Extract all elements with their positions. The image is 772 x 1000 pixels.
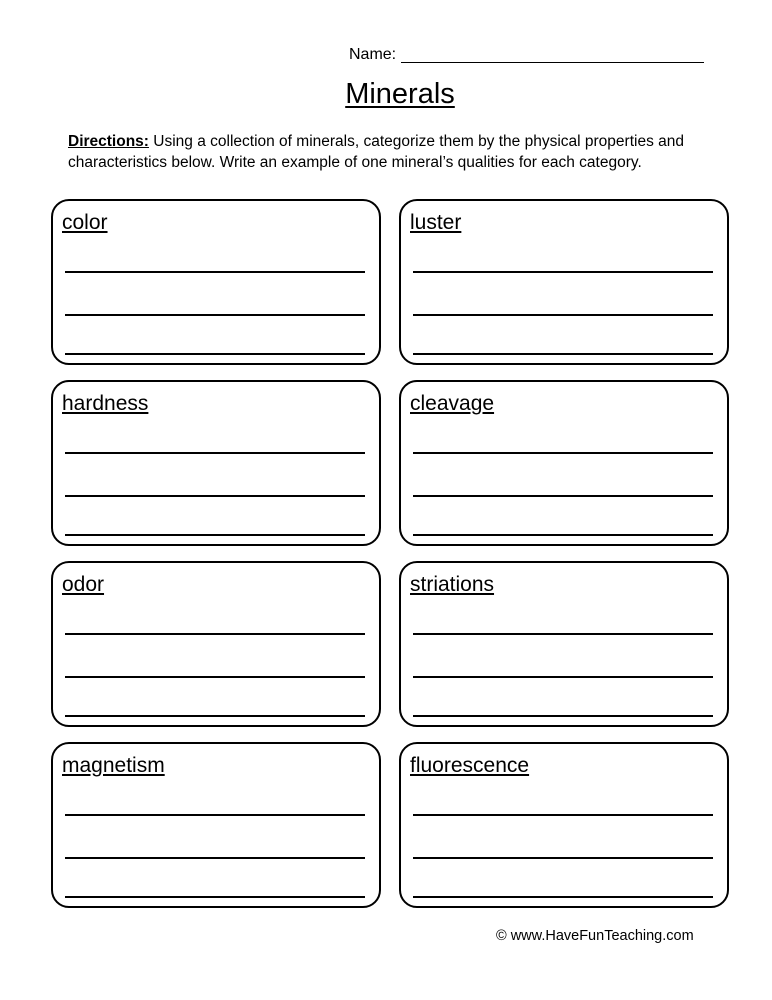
answer-line[interactable] [413, 314, 713, 316]
directions-text: Using a collection of minerals, categorize them by the physical properties and characteristics below. Write an example of one mineral’s qualities for each category. [68, 133, 684, 171]
category-card-magnetism [51, 742, 381, 908]
answer-line[interactable] [65, 633, 365, 635]
answer-line[interactable] [413, 271, 713, 273]
answer-line[interactable] [65, 896, 365, 898]
answer-line[interactable] [65, 814, 365, 816]
answer-line[interactable] [65, 452, 365, 454]
category-card-luster [399, 199, 729, 365]
category-card-cleavage [399, 380, 729, 546]
answer-line[interactable] [413, 353, 713, 355]
category-card-fluorescence [399, 742, 729, 908]
name-field[interactable] [349, 44, 709, 68]
answer-line[interactable] [413, 715, 713, 717]
category-card-color [51, 199, 381, 365]
answer-line[interactable] [413, 814, 713, 816]
category-label-magnetism: magnetism [62, 754, 165, 777]
answer-line[interactable] [413, 676, 713, 678]
answer-line[interactable] [413, 633, 713, 635]
category-label-hardness: hardness [62, 392, 149, 415]
answer-line[interactable] [413, 896, 713, 898]
category-label-color: color [62, 211, 108, 234]
answer-line[interactable] [413, 857, 713, 859]
page-title: Minerals [345, 78, 455, 110]
answer-line[interactable] [65, 534, 365, 536]
directions-label: Directions: [68, 133, 149, 150]
answer-line[interactable] [413, 452, 713, 454]
answer-line[interactable] [65, 495, 365, 497]
name-label: Name: [349, 46, 397, 63]
category-card-odor [51, 561, 381, 727]
category-label-striations: striations [410, 573, 495, 596]
category-label-odor: odor [62, 573, 105, 596]
answer-line[interactable] [413, 534, 713, 536]
category-card-hardness [51, 380, 381, 546]
answer-line[interactable] [65, 314, 365, 316]
answer-line[interactable] [65, 676, 365, 678]
category-card-striations [399, 561, 729, 727]
category-label-luster: luster [410, 211, 462, 234]
answer-line[interactable] [65, 353, 365, 355]
category-label-fluorescence: fluorescence [410, 754, 530, 777]
answer-line[interactable] [65, 857, 365, 859]
answer-line[interactable] [65, 715, 365, 717]
name-writing-line[interactable] [401, 62, 704, 63]
copyright-footer: © www.HaveFunTeaching.com [496, 928, 694, 944]
category-label-cleavage: cleavage [410, 392, 495, 415]
answer-line[interactable] [413, 495, 713, 497]
directions [68, 132, 708, 173]
answer-line[interactable] [65, 271, 365, 273]
